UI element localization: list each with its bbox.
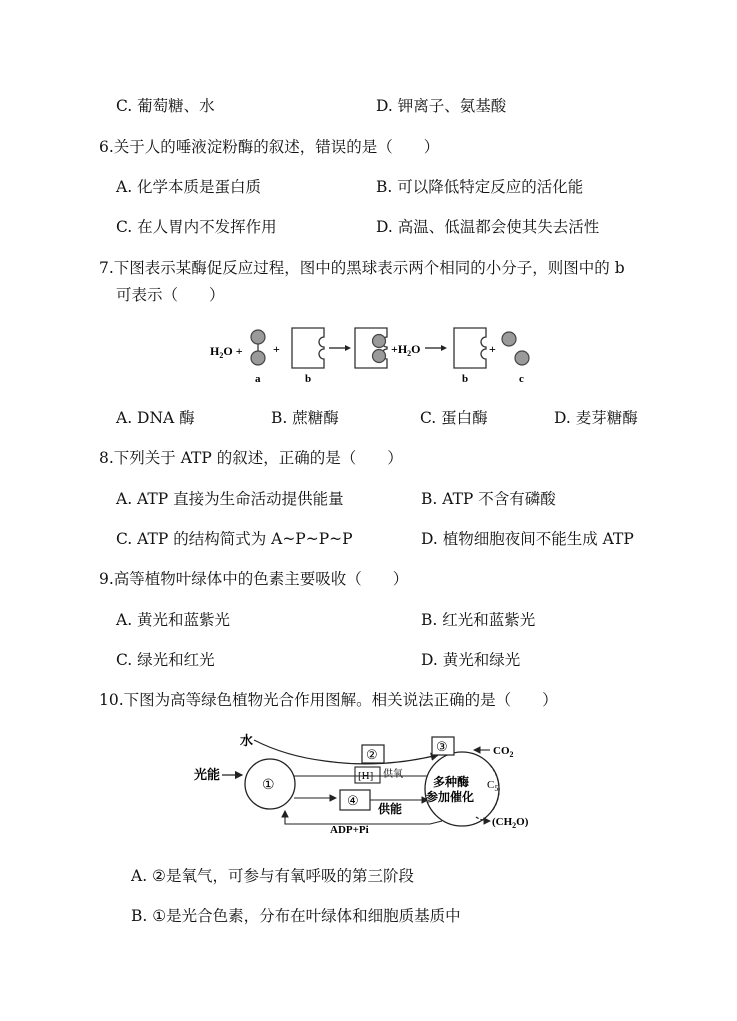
- q10-photosynthesis-figure: [190, 731, 540, 841]
- q9-option-a: A. 黄光和蓝紫光: [116, 611, 231, 629]
- q6-option-a: A. 化学本质是蛋白质: [116, 178, 262, 196]
- q8-option-b: B. ATP 不含有磷酸: [421, 490, 556, 508]
- fig10-c5: $C_5$: [487, 779, 499, 793]
- fig7-enzyme-b-after: [454, 328, 486, 368]
- fig7-plus-h2o: $+H_2O$: [391, 342, 421, 358]
- fig10-light-label: 光能: [194, 767, 221, 782]
- q10-option-a: A. ②是氧气，可参与有氧呼吸的第三阶段: [131, 867, 414, 885]
- q10-option-b: B. ①是光合色素，分布在叶绿体和细胞质基质中: [131, 907, 461, 925]
- fig10-co2: $CO_2$: [493, 745, 514, 759]
- fig10-n4: ④: [347, 793, 359, 808]
- q9-option-c: C. 绿光和红光: [116, 651, 215, 669]
- q7-stem-line1: 7.下图表示某酶促反应过程，图中的黑球表示两个相同的小分子，则图中的 b: [99, 259, 625, 277]
- q9-option-b: B. 红光和蓝紫光: [421, 611, 536, 629]
- q7-option-a: A. DNA 酶: [116, 409, 195, 427]
- q9-option-d: D. 黄光和绿光: [421, 651, 521, 669]
- fig7-label-b2: b: [462, 373, 469, 385]
- q5-option-c: C. 葡萄糖、水: [116, 97, 215, 115]
- fig7-h2o-label: $H_2O$ +: [210, 344, 243, 360]
- fig7-label-a: a: [255, 373, 261, 385]
- fig7-ball-c-top: [502, 332, 516, 346]
- q6-option-c: C. 在人胃内不发挥作用: [116, 218, 277, 236]
- q10-stem: 10.下图为高等绿色植物光合作用图解。相关说法正确的是（ ）: [99, 691, 558, 709]
- q8-stem: 8.下列关于 ATP 的叙述，正确的是（ ）: [99, 449, 403, 467]
- fig10-ch2o: $(CH_2O)$: [492, 816, 529, 830]
- q8-option-d: D. 植物细胞夜间不能生成 ATP: [421, 530, 634, 548]
- fig10-h: [H]: [358, 770, 374, 782]
- fig10-adp: ADP+Pi: [330, 824, 369, 836]
- q5-option-d: D. 钾离子、氨基酸: [376, 97, 507, 115]
- fig7-label-b1: b: [305, 373, 312, 385]
- fig7-plus-1: +: [273, 342, 280, 356]
- fig7-enzyme-b: [292, 328, 324, 368]
- q6-stem: 6.关于人的唾液淀粉酶的叙述，错误的是（ ）: [99, 138, 440, 156]
- q7-option-d: D. 麦芽糖酶: [554, 409, 638, 427]
- q6-option-d: D. 高温、低温都会使其失去活性: [376, 218, 600, 236]
- q8-option-c: C. ATP 的结构简式为 A~P~P~P: [116, 530, 353, 548]
- fig7-ball-a-bottom: [251, 351, 265, 365]
- fig10-enzyme-line1: 多种酶: [433, 775, 470, 789]
- fig7-ball-a-top: [251, 330, 265, 344]
- fig10-n1: ①: [262, 778, 275, 793]
- fig7-ball-c-bottom: [515, 351, 529, 365]
- q9-stem: 9.高等植物叶绿体中的色素主要吸收（ ）: [99, 570, 409, 588]
- fig10-supply-oxygen: 供氧: [383, 769, 403, 780]
- q7-option-c: C. 蛋白酶: [420, 409, 488, 427]
- q7-enzyme-figure: [205, 322, 545, 390]
- q6-option-b: B. 可以降低特定反应的活化能: [376, 178, 584, 196]
- fig7-plus-2: +: [489, 342, 496, 356]
- fig7-label-c: c: [519, 373, 524, 385]
- fig10-water-label: 水: [240, 733, 254, 748]
- fig10-n2: ②: [366, 747, 378, 762]
- q7-stem-line2: 可表示（ ）: [116, 286, 225, 304]
- fig10-supply-energy: 供能: [378, 802, 403, 816]
- q8-option-a: A. ATP 直接为生命活动提供能量: [116, 490, 344, 508]
- q7-option-b: B. 蔗糖酶: [271, 409, 339, 427]
- fig10-n3: ③: [436, 739, 448, 754]
- fig10-enzyme-line2: 参加催化: [426, 790, 475, 804]
